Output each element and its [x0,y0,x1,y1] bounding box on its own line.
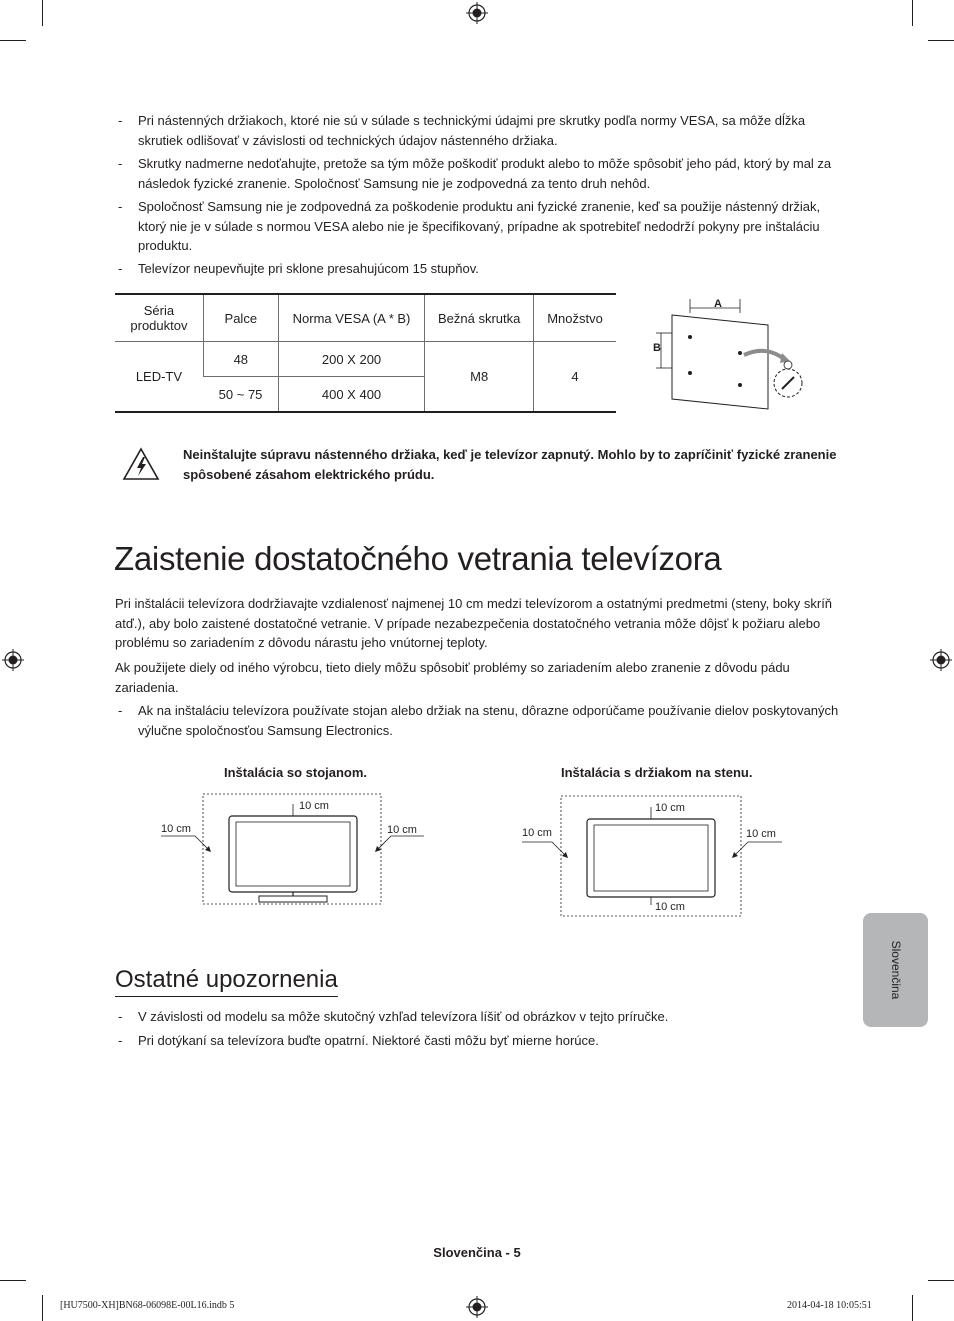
registration-mark-icon [2,649,24,671]
distance-label: 10 cm [161,823,191,835]
stand-diagram-caption: Inštalácia so stojanom. [224,765,368,780]
page-number: Slovenčina - 5 [433,1245,521,1260]
distance-label: 10 cm [746,828,776,840]
wall-installation-diagram [518,790,786,920]
crop-mark [928,1280,954,1281]
section-title: Zaistenie dostatočného vetrania televízora [114,540,722,577]
table-cell: 48 [203,342,278,377]
print-slug-right: 2014-04-18 10:05:51 [787,1300,872,1311]
distance-label: 10 cm [655,901,685,913]
registration-mark-icon [930,649,952,671]
crop-mark [928,40,954,41]
bullet-text: Spoločnosť Samsung nie je zodpovedná za poškodenie produktu ani fyzické zranenie, keď sa použije nástenný držiak, ktorý nie je v súlade s normou VESA alebo nie je špecifikovaný, prípadne ak spotrebiteľ nedodrží pokyny pre inštaláciu produktu. [138,199,821,253]
print-slug-left: [HU7500-XH]BN68-06098E-00L16.indb 5 [60,1300,235,1311]
stand-installation-diagram [155,788,430,910]
paragraph: Pri inštalácii televízora dodržiavajte vzdialenosť najmenej 10 cm medzi televízorom a ostatnými predmetmi (steny, boky skríň atď.), aby bolo zaistené dostatočné vetranie. V prípade nezabezpečenia dostatočného vetrania môže dôjsť k požiaru alebo problému so zariadením z dôvodu nárastu jeho vnútornej teploty. [115,596,833,650]
electric-shock-warning-icon [122,447,160,481]
crop-mark [912,1295,913,1321]
table-cell: LED-TV [115,342,203,413]
dimension-label-b: B [653,342,661,354]
table-row [115,342,616,377]
language-side-tab [863,913,928,1027]
table-cell: 4 [534,342,616,413]
table-cell: 50 ~ 75 [203,377,278,413]
registration-mark-icon [466,1296,488,1318]
bullet-text: Ak na inštaláciu televízora používate stojan alebo držiak na stenu, dôrazne odporúčame používanie dielov poskytovaných výlučne spoločnosťou Samsung Electronics. [138,703,839,738]
column-header: Množstvo [534,294,616,342]
distance-label: 10 cm [387,824,417,836]
table-cell: 200 X 200 [278,342,425,377]
paragraph: Ak použijete diely od iného výrobcu, tieto diely môžu spôsobiť problémy so zariadením alebo zranenie z dôvodu pádu zariadenia. [115,660,790,695]
distance-label: 10 cm [522,827,552,839]
column-header: Norma VESA (A * B) [278,294,425,342]
table-header-row [115,294,616,342]
column-header: Bežná skrutka [425,294,534,342]
table-cell: 400 X 400 [278,377,425,413]
bullet-text: Pri dotýkaní sa televízora buďte opatrní. Niektoré časti môžu byť mierne horúce. [138,1033,599,1048]
bullet-text: Skrutky nadmerne nedoťahujte, pretože sa tým môže poškodiť produkt alebo to môže spôsobiť jeho pád, ktorý by mal za následok fyzické zranenie. Spoločnosť Samsung nie je zodpovedná za tento druh nehôd. [138,156,832,191]
bullet-text: Televízor neupevňujte pri sklone presahujúcom 15 stupňov. [138,261,479,276]
side-tab-label: Slovenčina [888,940,903,1000]
distance-label: 10 cm [655,802,685,814]
column-header: Palce [203,294,278,342]
crop-mark [912,0,913,26]
crop-mark [0,40,26,41]
crop-mark [0,1280,26,1281]
bullet-text: V závislosti od modelu sa môže skutočný vzhľad televízora líšiť od obrázkov v tejto príručke. [138,1009,669,1024]
vesa-spec-table [115,293,616,413]
bullet-text: Pri nástenných držiakoch, ktoré nie sú v súlade s technickými údajmi pre skrutky podľa normy VESA, sa môže dĺžka skrutiek odlišovať v závislosti od technických údajov nástenného držiaka. [138,113,806,148]
dimension-label-a: A [714,298,722,310]
crop-mark [42,1295,43,1321]
wall-bracket-illustration [648,293,818,413]
wall-diagram-caption: Inštalácia s držiakom na stenu. [561,765,753,780]
warning-text: Neinštalujte súpravu nástenného držiaka, keď je televízor zapnutý. Mohlo by to zapríčiniť fyzické zranenie spôsobené zásahom elektrického prúdu. [183,447,837,482]
column-header: Séria produktov [115,294,203,342]
distance-label: 10 cm [299,800,329,812]
crop-mark [42,0,43,26]
subsection-title: Ostatné upozornenia [115,966,338,997]
registration-mark-icon [466,2,488,24]
table-cell: M8 [425,342,534,413]
